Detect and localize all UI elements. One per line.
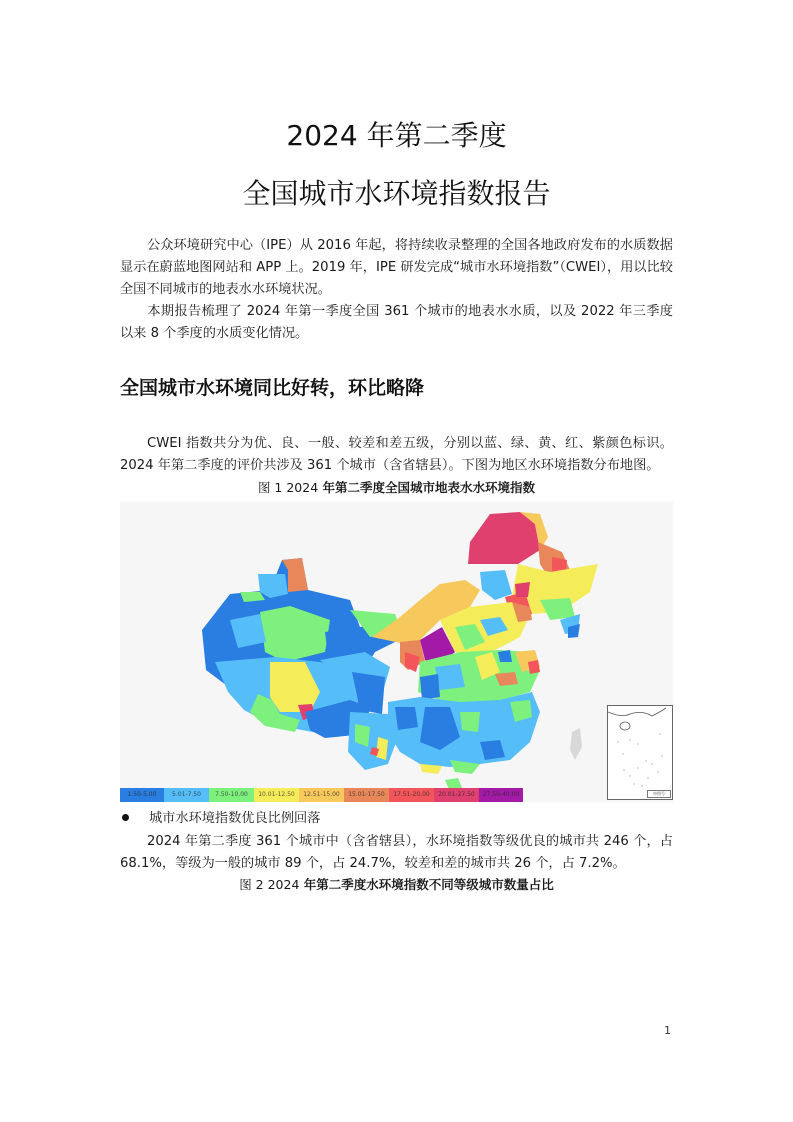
intro-paragraph-2: [120, 301, 673, 345]
south-china-sea-inset: [607, 705, 673, 800]
section-paragraph-2-text: 2024 年第二季度 361 个城市中（含省辖县），水环境指数等级优良的城市共 246 个，占 68.1%，等级为一般的城市 89 个，占 24.7%，较差和差的城市共 26 个，占 7.2%。: [120, 834, 673, 871]
bullet-icon: [122, 814, 129, 821]
figure-2-number: 图 2 2024: [239, 877, 300, 892]
intro-paragraph-2-text: 本期报告梳理了 2024 年第一季度全国 361 个城市的地表水水质，以及 2022 年三季度以来 8 个季度的水质变化情况。: [120, 304, 673, 341]
legend-item: 17.51-20.00: [389, 788, 434, 802]
section-paragraph-1: [120, 433, 673, 477]
figure-2-caption: [0, 875, 793, 893]
figure-2-title: 年第二季度水环境指数不同等级城市数量占比: [299, 877, 554, 892]
figure-1-caption: [0, 478, 793, 496]
map-approval-label: 审图号: [647, 790, 671, 798]
section-heading: 全国城市水环境同比好转，环比略降: [120, 377, 425, 399]
legend-item: 27.50-40.00: [479, 788, 523, 802]
report-title-line2: 全国城市水环境指数报告: [242, 177, 551, 210]
intro-paragraph-1: [120, 235, 673, 301]
china-water-index-map: [120, 502, 673, 802]
legend-item: 5.01-7.50: [164, 788, 209, 802]
map-legend: [120, 788, 523, 802]
legend-item: 15.01-17.50: [344, 788, 389, 802]
legend-item: 10.01-12.50: [254, 788, 299, 802]
bullet-item: [120, 808, 320, 830]
section-paragraph-2: [120, 831, 673, 875]
map-regions: [120, 502, 673, 802]
legend-item: 20.01-27.50: [434, 788, 479, 802]
section-paragraph-1-text: CWEI 指数共分为优、良、一般、较差和差五级，分别以蓝、绿、黄、红、紫颜色标识。2024 年第二季度的评价共涉及 361 个城市（含省辖县）。下图为地区水环境指数分布地图。: [120, 436, 673, 473]
report-title-line1: 2024 年第二季度: [286, 119, 507, 152]
figure-1-number: 图 1 2024: [257, 480, 319, 495]
intro-paragraph-1-text: 公众环境研究中心（IPE）从 2016 年起，将持续收录整理的全国各地政府发布的水质数据显示在蔚蓝地图网站和 APP 上。2019 年，IPE 研发完成“城市水环境指数”（CWEI），用以比较全国不同城市的地表水水环境状况。: [120, 238, 673, 297]
bullet-item-text: 城市水环境指数优良比例回落: [149, 811, 321, 826]
figure-1-title: 年第二季度全国城市地表水水环境指数: [318, 480, 536, 495]
page-number: 1: [664, 1024, 671, 1037]
south-china-sea-outline: [608, 706, 672, 799]
legend-item: 7.50-10.00: [209, 788, 254, 802]
legend-item: 1.50-5.00: [120, 788, 164, 802]
legend-item: 12.51-15.00: [299, 788, 344, 802]
